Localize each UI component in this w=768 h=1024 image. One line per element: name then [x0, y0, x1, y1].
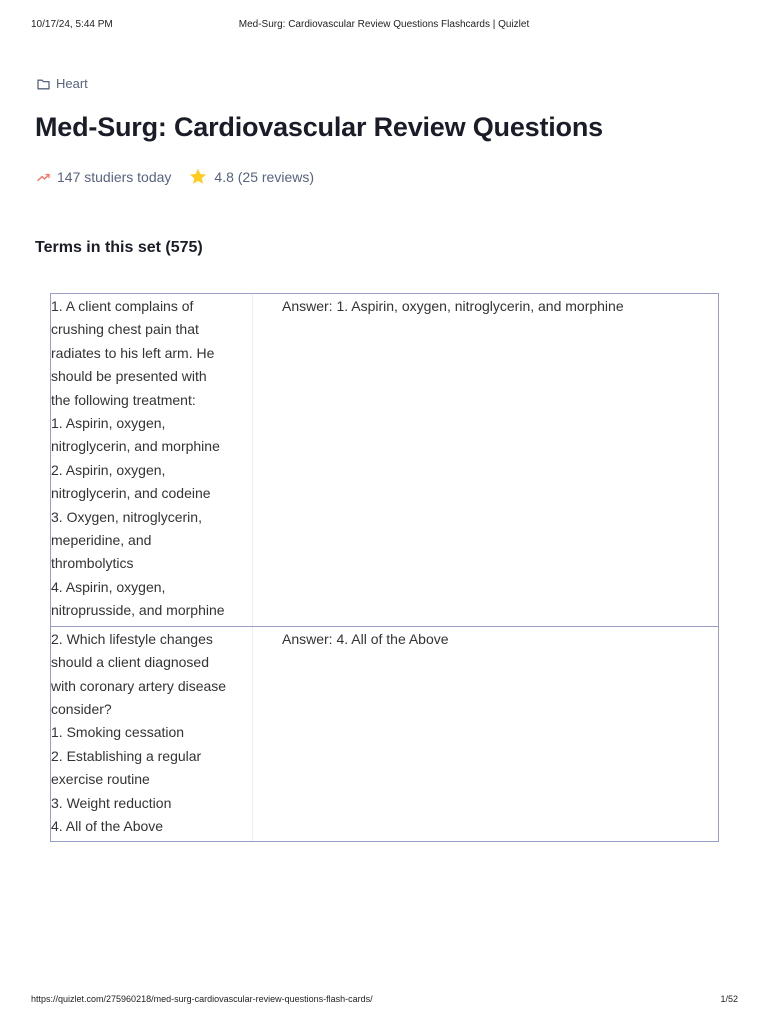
term-row: [51, 626, 718, 842]
page-number: 1/52: [720, 994, 738, 1004]
page-title: Med-Surg: Cardiovascular Review Questions: [35, 112, 603, 142]
term-row: [51, 294, 718, 626]
term-text: 1. A client complains of crushing chest pain that radiates to his left arm. He should be presented with the following treatment: 1. Aspirin, oxygen, nitroglycerin, and morphine 2. Aspirin, oxygen, nitroglycerin, and codeine 3. Oxygen, nitroglycerin, meperidine, and thrombolytics 4. Aspirin, oxygen, nitroprusside, and morphine: [51, 294, 253, 626]
print-header: [0, 19, 768, 33]
terms-table: [50, 293, 719, 842]
set-stats: [37, 168, 314, 185]
rating-value[interactable]: 4.8 (25 reviews): [214, 168, 314, 185]
studiers-count: 147 studiers today: [57, 168, 172, 185]
breadcrumb-folder-link[interactable]: Heart: [56, 76, 88, 91]
studiers-stat: [37, 169, 171, 185]
trending-up-icon: [37, 172, 50, 182]
print-datetime: 10/17/24, 5:44 PM: [31, 19, 113, 30]
print-footer: [0, 994, 768, 1008]
term-text: 2. Which lifestyle changes should a client diagnosed with coronary artery disease consider? 1. Smoking cessation 2. Establishing a regular exercise routine 3. Weight reduction 4. All of the Above: [51, 627, 253, 842]
definition-text: Answer: 1. Aspirin, oxygen, nitroglycerin, and morphine: [282, 298, 624, 314]
star-icon: [189, 168, 207, 185]
rating-stat[interactable]: [189, 168, 314, 185]
folder-icon: [37, 78, 50, 90]
breadcrumb[interactable]: [37, 76, 88, 91]
definition-text: Answer: 4. All of the Above: [282, 630, 449, 647]
terms-heading: Terms in this set (575): [35, 239, 203, 256]
print-document-title: Med-Surg: Cardiovascular Review Questions Flashcards | Quizlet: [238, 19, 530, 30]
print-url: https://quizlet.com/275960218/med-surg-cardiovascular-review-questions-flash-cards/: [31, 994, 373, 1004]
